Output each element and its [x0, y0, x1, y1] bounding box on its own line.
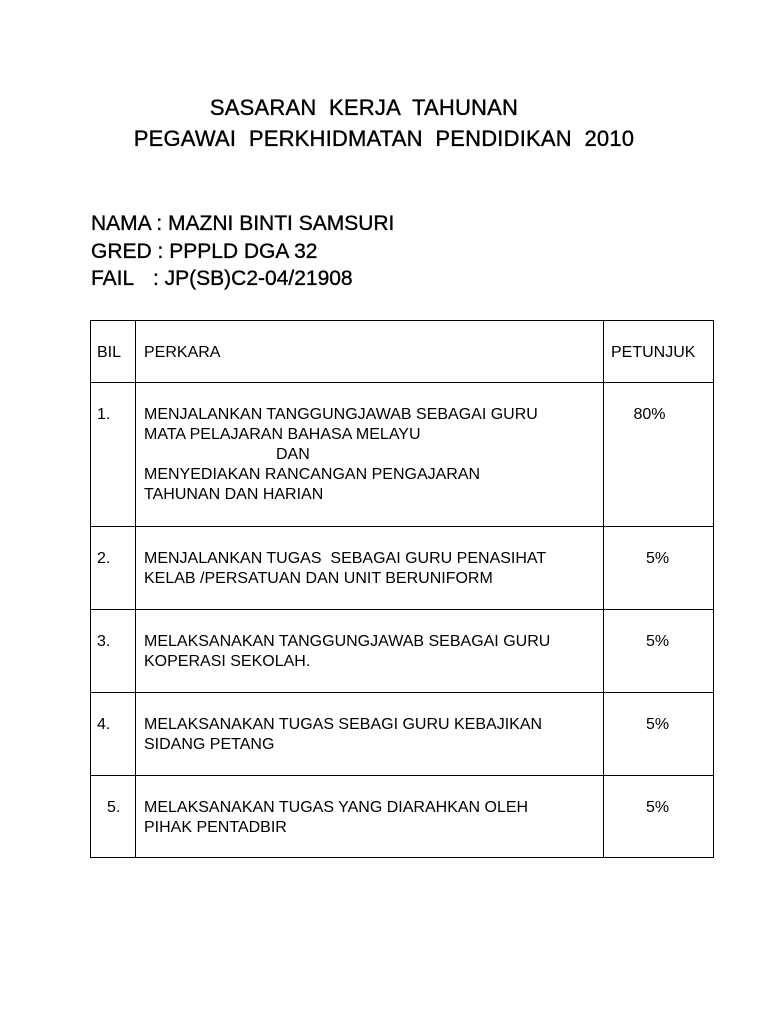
perkara-line: SIDANG PETANG — [144, 736, 275, 753]
row-petunjuk: 5% — [645, 633, 670, 650]
nama-value: MAZNI BINTI SAMSURI — [168, 212, 395, 235]
row-bil: 4. — [97, 716, 111, 733]
perkara-line: MENYEDIAKAN RANCANGAN PENGAJARAN — [144, 466, 481, 483]
row-perkara — [136, 610, 603, 672]
table-row — [91, 693, 714, 776]
sasaran-table — [90, 320, 714, 858]
perkara-line: KELAB /PERSATUAN DAN UNIT BERUNIFORM — [144, 570, 493, 587]
perkara-line: MELAKSANAKAN TANGGUNGJAWAB SEBAGAI GURU — [144, 633, 551, 650]
fail-label: FAIL — [91, 267, 135, 290]
header-perkara: PERKARA — [144, 344, 221, 361]
row-petunjuk-cell — [604, 693, 714, 776]
info-gred — [91, 240, 317, 264]
info-nama — [91, 212, 394, 236]
row-bil-cell — [91, 693, 136, 776]
row-petunjuk-cell — [604, 527, 714, 610]
row-petunjuk-cell — [604, 383, 714, 527]
table-row — [91, 776, 714, 858]
table-row — [91, 610, 714, 693]
row-bil-cell — [91, 776, 136, 858]
row-perkara — [136, 693, 603, 755]
row-perkara-cell — [136, 527, 604, 610]
gred-value: PPPLD DGA 32 — [169, 240, 318, 263]
header-cell-petunjuk — [604, 321, 714, 383]
info-fail — [91, 267, 353, 291]
row-petunjuk-cell — [604, 776, 714, 858]
row-bil: 5. — [107, 799, 121, 816]
perkara-line: KOPERASI SEKOLAH. — [144, 653, 311, 670]
perkara-line: MELAKSANAKAN TUGAS YANG DIARAHKAN OLEH — [144, 799, 529, 816]
table-row — [91, 527, 714, 610]
row-petunjuk-cell — [604, 610, 714, 693]
row-perkara-cell — [136, 383, 604, 527]
row-perkara — [136, 527, 603, 589]
header-petunjuk: PETUNJUK — [611, 344, 696, 361]
perkara-line: PIHAK PENTADBIR — [144, 819, 287, 836]
row-perkara — [136, 383, 603, 505]
row-bil-cell — [91, 610, 136, 693]
row-bil: 3. — [97, 633, 111, 650]
table-header-row — [91, 321, 714, 383]
row-petunjuk: 5% — [645, 799, 670, 816]
row-bil: 1. — [97, 406, 111, 423]
row-petunjuk: 5% — [645, 716, 670, 733]
row-perkara-cell — [136, 776, 604, 858]
row-perkara — [136, 776, 603, 838]
row-petunjuk: 80% — [633, 406, 666, 423]
perkara-line: TAHUNAN DAN HARIAN — [144, 486, 324, 503]
row-bil: 2. — [97, 550, 111, 567]
nama-label: NAMA : — [91, 212, 169, 235]
document-title-line1: SASARAN KERJA TAHUNAN — [209, 95, 519, 120]
header-cell-perkara — [136, 321, 604, 383]
row-petunjuk: 5% — [645, 550, 670, 567]
perkara-line: MENJALANKAN TUGAS SEBAGAI GURU PENASIHAT — [144, 550, 547, 567]
table-row — [91, 383, 714, 527]
document-title-line2: PEGAWAI PERKHIDMATAN PENDIDIKAN 2010 — [133, 126, 635, 151]
row-bil-cell — [91, 527, 136, 610]
header-bil: BIL — [97, 344, 122, 361]
row-perkara-cell — [136, 610, 604, 693]
row-bil-cell — [91, 383, 136, 527]
gred-label: GRED : — [91, 240, 170, 263]
perkara-line: MATA PELAJARAN BAHASA MELAYU — [144, 426, 421, 443]
perkara-line: DAN — [276, 446, 310, 463]
perkara-line: MENJALANKAN TANGGUNGJAWAB SEBAGAI GURU — [144, 406, 538, 423]
perkara-line: MELAKSANAKAN TUGAS SEBAGI GURU KEBAJIKAN — [144, 716, 543, 733]
fail-value: : JP(SB)C2-04/21908 — [153, 267, 353, 290]
header-cell-bil — [91, 321, 136, 383]
row-perkara-cell — [136, 693, 604, 776]
